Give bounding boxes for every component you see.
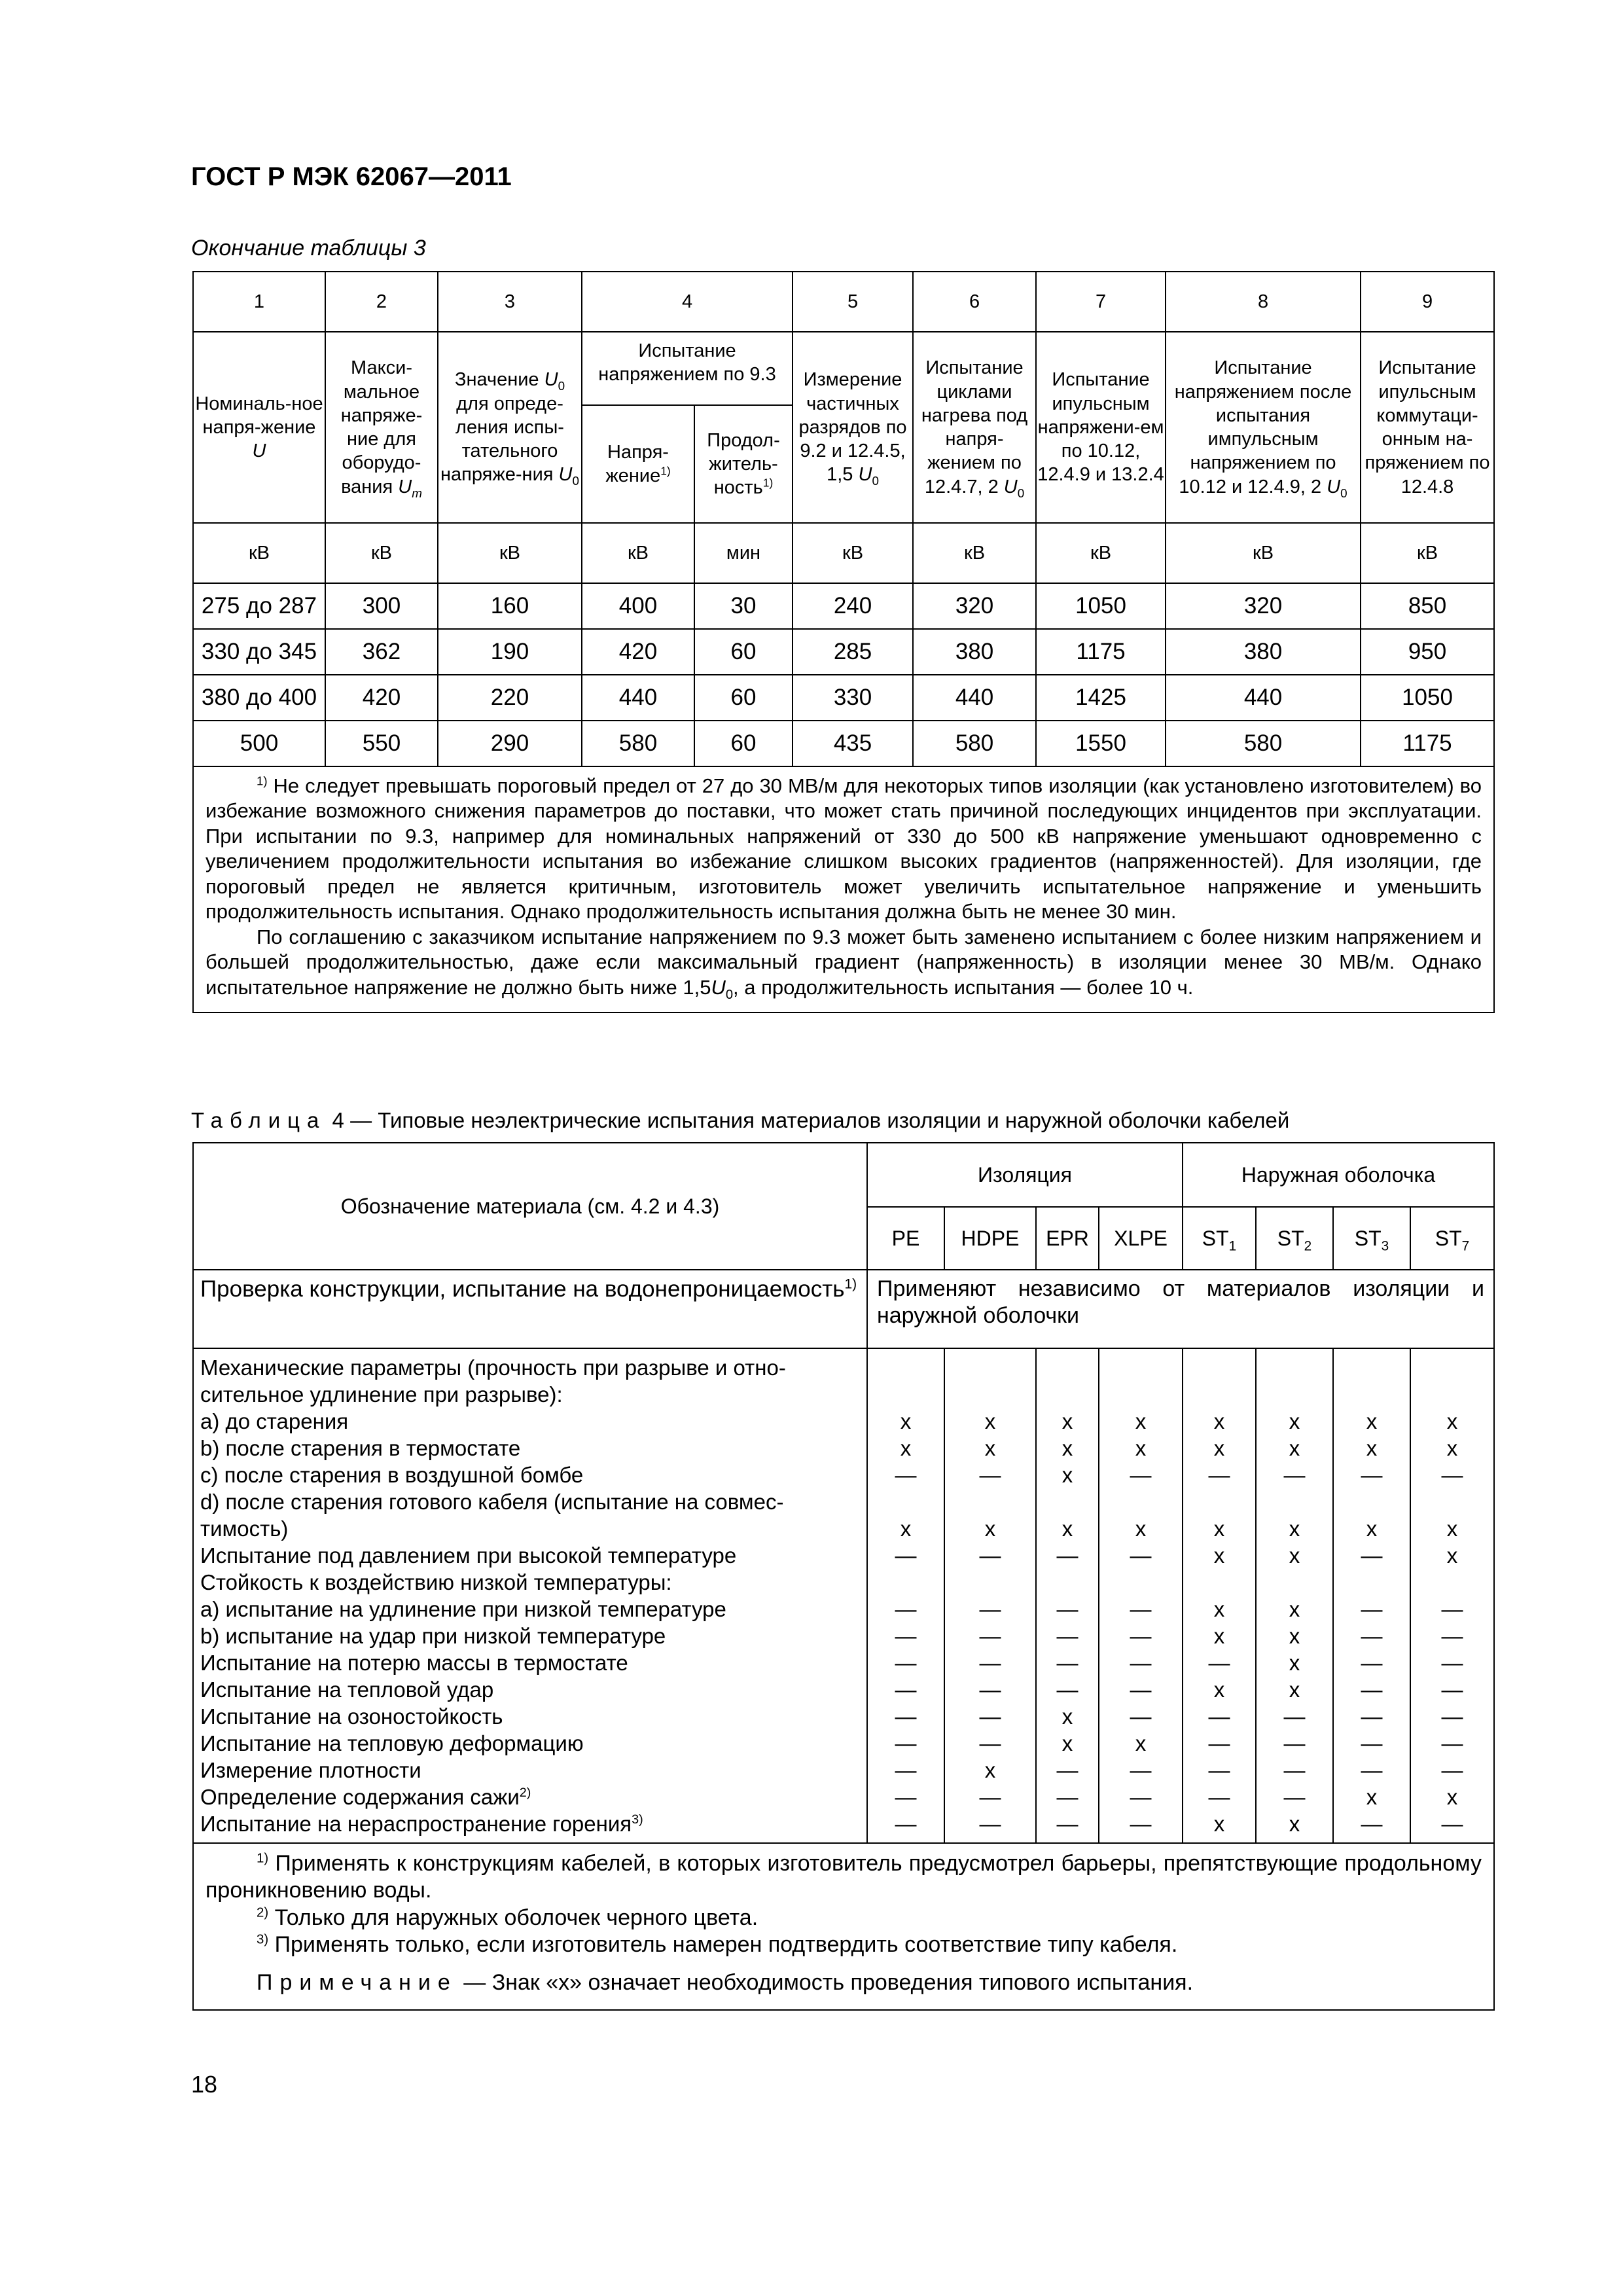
material-hdpe: HDPE [944, 1207, 1036, 1270]
test-mark [1099, 1569, 1182, 1596]
unit-cell: мин [694, 523, 793, 583]
col-number: 1 [193, 272, 325, 332]
test-mark [868, 1569, 944, 1596]
row-construction-check: Проверка конструкции, испытание на водонепроницаемость$^{1)}$ [193, 1270, 867, 1348]
test-mark: — [979, 1677, 1001, 1702]
table-cell: 580 [582, 721, 694, 766]
test-mark: — [895, 1677, 917, 1702]
test-mark: — [1441, 1463, 1463, 1487]
unit-cell: кВ [1361, 523, 1494, 583]
col-number: 4 [582, 272, 793, 332]
test-mark: — [1283, 1704, 1306, 1729]
test-label: сительное удлинение при разрыве): [200, 1382, 563, 1407]
test-mark: — [1441, 1624, 1463, 1648]
header-u0-value: Значение $U_0$ для опреде-ления испы-тательного напряже-ния $U_0$ [438, 332, 582, 523]
test-mark: — [895, 1463, 917, 1487]
material-st2: $ST_2$ [1256, 1207, 1333, 1270]
insulation-group-header: Изоляция [867, 1143, 1183, 1207]
test-mark: — [1056, 1597, 1079, 1621]
test-mark: — [1208, 1785, 1230, 1809]
test-mark [868, 1354, 944, 1381]
test-label: Механические параметры (прочность при разрыве и отно- [200, 1355, 786, 1380]
test-mark: — [1361, 1543, 1383, 1568]
test-mark: — [1283, 1463, 1306, 1487]
test-mark: — [1441, 1731, 1463, 1755]
unit-cell: кВ [1036, 523, 1166, 583]
page-number: 18 [191, 2071, 218, 2098]
test-mark: — [1441, 1677, 1463, 1702]
test-mark: — [979, 1651, 1001, 1675]
test-mark: x [1446, 1516, 1458, 1541]
test-mark: x [1135, 1436, 1147, 1460]
test-mark: — [1361, 1704, 1383, 1729]
table4-note: Примечание — Знак «х» означает необходимость проведения типового испытания. [257, 1969, 1194, 1995]
table-cell: 320 [1166, 583, 1361, 629]
mark-column-epr [1036, 1348, 1099, 1843]
test-mark [1334, 1354, 1410, 1381]
test-mark [1257, 1569, 1332, 1596]
test-mark: — [1441, 1812, 1463, 1836]
test-mark: — [1130, 1597, 1152, 1621]
col-number: 5 [793, 272, 913, 332]
mark-column-st3 [1333, 1348, 1410, 1843]
test-mark: — [1361, 1463, 1383, 1487]
test-label: b) после старения в термостате [200, 1436, 521, 1460]
mark-column-st2 [1256, 1348, 1333, 1843]
test-label: тимость) [200, 1516, 289, 1541]
test-mark [1037, 1488, 1098, 1515]
table-cell: 320 [913, 583, 1036, 629]
table-cell: 850 [1361, 583, 1494, 629]
test-mark [1183, 1488, 1255, 1515]
table4 [192, 1142, 1495, 2011]
test-mark: — [1056, 1812, 1079, 1836]
header-post-impulse-test: Испытание напряжением после испытания импульсным напряжением по 10.12 и 12.4.9, 2 $U_0$ [1166, 332, 1361, 523]
table-cell: 60 [694, 675, 793, 721]
test-mark: — [895, 1758, 917, 1782]
test-mark: x [1213, 1677, 1225, 1702]
test-mark [1257, 1381, 1332, 1408]
mark-column-st1 [1183, 1348, 1256, 1843]
table-cell: 950 [1361, 629, 1494, 675]
unit-cell: кВ [193, 523, 325, 583]
test-label: Измерение плотности [200, 1758, 421, 1782]
test-mark: — [1208, 1731, 1230, 1755]
test-mark [1257, 1488, 1332, 1515]
table-cell: 420 [325, 675, 438, 721]
test-mark: — [1130, 1677, 1152, 1702]
test-mark: — [895, 1731, 917, 1755]
unit-cell: кВ [438, 523, 582, 583]
test-mark: x [1446, 1543, 1458, 1568]
test-mark: — [1441, 1704, 1463, 1729]
unit-cell: кВ [582, 523, 694, 583]
header-test-duration: Продол-житель-ность$^{1)}$ [694, 405, 793, 523]
test-mark: — [1130, 1758, 1152, 1782]
header-partial-discharge: Измерение частичных разрядов по 9.2 и 12.4.5, 1,5 $U_0$ [793, 332, 913, 523]
test-mark: — [1208, 1651, 1230, 1675]
table-row [193, 721, 1494, 766]
footnote-2: $^{2)}$ Только для наружных оболочек черного цвета. [257, 1905, 758, 1930]
test-mark: x [1061, 1436, 1073, 1460]
test-label: Определение содержания сажи$^{2)}$ [200, 1785, 531, 1809]
test-mark: — [895, 1543, 917, 1568]
material-epr: EPR [1036, 1207, 1099, 1270]
test-mark: — [979, 1731, 1001, 1755]
table-row [193, 675, 1494, 721]
test-mark: — [895, 1651, 917, 1675]
test-mark: — [979, 1597, 1001, 1621]
test-mark [1037, 1569, 1098, 1596]
test-mark: — [1130, 1543, 1152, 1568]
test-label: Испытание на нераспространение горения$^{3)}$ [200, 1812, 643, 1836]
test-mark: — [895, 1624, 917, 1648]
test-mark: x [1366, 1516, 1378, 1541]
test-mark: x [1289, 1624, 1300, 1648]
test-mark: x [900, 1516, 912, 1541]
col-number: 6 [913, 272, 1036, 332]
test-mark: — [1130, 1651, 1152, 1675]
test-mark [1334, 1488, 1410, 1515]
col-number: 9 [1361, 272, 1494, 332]
test-mark: x [1289, 1516, 1300, 1541]
table-cell: 60 [694, 721, 793, 766]
test-mark: — [1361, 1624, 1383, 1648]
test-mark: — [895, 1704, 917, 1729]
test-mark: x [1213, 1436, 1225, 1460]
test-mark: x [984, 1758, 996, 1782]
header-switching-impulse: Испытание ипульсным коммутаци-онным на-пряжением по 12.4.8 [1361, 332, 1494, 523]
test-mark: — [1441, 1758, 1463, 1782]
test-mark: — [1056, 1785, 1079, 1809]
test-mark: — [895, 1812, 917, 1836]
header-nominal-voltage: Номиналь-ное напря-жение U [193, 332, 325, 523]
test-mark: x [1289, 1651, 1300, 1675]
test-mark: — [979, 1463, 1001, 1487]
units-row [193, 523, 1494, 583]
test-mark [868, 1381, 944, 1408]
material-xlpe: XLPE [1099, 1207, 1183, 1270]
test-mark [945, 1381, 1035, 1408]
table-cell: 550 [325, 721, 438, 766]
test-mark: — [1130, 1624, 1152, 1648]
test-mark: — [1208, 1704, 1230, 1729]
table-cell: 440 [913, 675, 1036, 721]
table-cell: 330 до 345 [193, 629, 325, 675]
test-label: Испытание под давлением при высокой температуре [200, 1543, 737, 1568]
unit-cell: кВ [793, 523, 913, 583]
table-cell: 362 [325, 629, 438, 675]
material-pe: PE [867, 1207, 944, 1270]
test-mark: — [1361, 1651, 1383, 1675]
test-mark: x [1061, 1463, 1073, 1487]
test-mark: — [1361, 1758, 1383, 1782]
test-mark: x [1366, 1436, 1378, 1460]
test-mark: x [984, 1516, 996, 1541]
test-label: Испытание на тепловую деформацию [200, 1731, 584, 1755]
test-mark: — [979, 1624, 1001, 1648]
test-mark: x [1366, 1409, 1378, 1433]
test-mark: — [1130, 1463, 1152, 1487]
table-cell: 220 [438, 675, 582, 721]
test-mark: — [1361, 1677, 1383, 1702]
table-cell: 400 [582, 583, 694, 629]
test-mark: — [979, 1543, 1001, 1568]
test-mark: x [1135, 1731, 1147, 1755]
test-mark: — [1056, 1758, 1079, 1782]
test-label: c) после старения в воздушной бомбе [200, 1463, 584, 1487]
test-mark: x [1061, 1409, 1073, 1433]
col-number: 2 [325, 272, 438, 332]
test-mark [1183, 1354, 1255, 1381]
test-mark: x [1213, 1597, 1225, 1621]
footnote-paragraph: По соглашению с заказчиком испытание напряжением по 9.3 может быть заменено испытанием с более низким напряжением и большей продолжительностью, даже если максимальный градиент (напряженность) в изоляции менее 30 МВ/м. Однако испытательное напряжение не должно быть ниже $1,5U_0$, а продолжительность испытания — более 10 ч. [205, 925, 1482, 1002]
test-label: b) испытание на удар при низкой температуре [200, 1624, 666, 1648]
unit-cell: кВ [1166, 523, 1361, 583]
test-mark [1037, 1381, 1098, 1408]
table-cell: 580 [1166, 721, 1361, 766]
test-mark: x [1061, 1704, 1073, 1729]
test-mark: x [1135, 1516, 1147, 1541]
test-mark: — [1361, 1597, 1383, 1621]
test-mark [945, 1354, 1035, 1381]
test-mark: x [1213, 1516, 1225, 1541]
test-label: d) после старения готового кабеля (испытание на совмес- [200, 1490, 784, 1514]
test-mark: x [1213, 1812, 1225, 1836]
test-mark: x [1366, 1785, 1378, 1809]
table-row [193, 583, 1494, 629]
table-cell: 380 [1166, 629, 1361, 675]
test-mark: — [1208, 1758, 1230, 1782]
test-list-row [193, 1348, 1494, 1843]
test-mark: x [900, 1409, 912, 1433]
test-label: Испытание на потерю массы в термостате [200, 1651, 628, 1675]
test-mark: x [1289, 1597, 1300, 1621]
material-designation-header: Обозначение материала (см. 4.2 и 4.3) [193, 1143, 867, 1270]
table-cell: 300 [325, 583, 438, 629]
test-mark: — [1441, 1597, 1463, 1621]
test-mark: — [1361, 1812, 1383, 1836]
footnote-1: $^{1)}$ Применять к конструкциям кабелей, в которых изготовитель предусмотрел барьеры, препятствующие продольному проникновению воды. [205, 1851, 1482, 1903]
column-number-row [193, 272, 1494, 332]
test-mark: — [895, 1597, 917, 1621]
test-mark: x [1213, 1543, 1225, 1568]
test-mark [1411, 1354, 1493, 1381]
test-mark: x [1289, 1677, 1300, 1702]
table-cell: 1050 [1036, 583, 1166, 629]
header-test-voltage: Напря-жение$^{1)}$ [582, 405, 694, 523]
test-mark [1099, 1354, 1182, 1381]
header-heating-cycle: Испытание циклами нагрева под напря-жением по 12.4.7, 2 $U_0$ [913, 332, 1036, 523]
test-mark: — [1441, 1651, 1463, 1675]
table-cell: 500 [193, 721, 325, 766]
test-mark: — [1130, 1704, 1152, 1729]
mark-column-xlpe [1099, 1348, 1183, 1843]
test-mark: — [979, 1704, 1001, 1729]
test-label: Стойкость к воздействию низкой температуры: [200, 1570, 672, 1594]
test-mark [1183, 1381, 1255, 1408]
table-cell: 1550 [1036, 721, 1166, 766]
table-cell: 60 [694, 629, 793, 675]
header-max-voltage: Макси-мальное напряже-ние для оборудо-вания $U_m$ [325, 332, 438, 523]
header-impulse-test: Испытание ипульсным напряжени-ем по 10.12, 12.4.9 и 13.2.4 [1036, 332, 1166, 523]
test-mark: x [984, 1436, 996, 1460]
test-mark [1099, 1488, 1182, 1515]
table-cell: 190 [438, 629, 582, 675]
test-mark: — [1130, 1812, 1152, 1836]
test-mark: — [979, 1812, 1001, 1836]
table-cell: 330 [793, 675, 913, 721]
test-label: а) испытание на удлинение при низкой температуре [200, 1597, 726, 1621]
table3-caption: Окончание таблицы 3 [191, 236, 426, 260]
test-mark: x [1446, 1409, 1458, 1433]
table-cell: 1425 [1036, 675, 1166, 721]
unit-cell: кВ [325, 523, 438, 583]
col-number: 7 [1036, 272, 1166, 332]
test-mark [1411, 1569, 1493, 1596]
material-st1: $ST_1$ [1183, 1207, 1256, 1270]
footnote-paragraph: $^{1)}$ Не следует превышать пороговый предел от 27 до 30 МВ/м для некоторых типов изоляции (как установлено изготовителем) во избежание возможного снижения параметров до поставки, что может стать причиной последующих инцидентов при эксплуатации. При испытании по 9.3, например для номинальных напряжений от 330 до 500 кВ напряжение уменьшают одновременно с увеличением продолжительности испытания во избежание слишком высоких градиентов (напряженностей). Для изоляции, где пороговый предел не является критичным, изготовитель может увеличить испытательное напряжение и уменьшить продолжительность испытания. Однако продолжительность испытания должна быть не менее 30 мин. [205, 774, 1482, 924]
table4-footnotes [193, 1843, 1494, 2010]
test-mark: — [1130, 1785, 1152, 1809]
table-cell: 290 [438, 721, 582, 766]
header-voltage-test-group: Испытание напряжением по 9.3 [582, 332, 793, 405]
test-mark: x [984, 1409, 996, 1433]
test-mark [868, 1488, 944, 1515]
table-cell: 420 [582, 629, 694, 675]
test-mark: — [1283, 1785, 1306, 1809]
table-cell: 240 [793, 583, 913, 629]
sheath-group-header: Наружная оболочка [1183, 1143, 1494, 1207]
table-cell: 275 до 287 [193, 583, 325, 629]
test-mark: x [1135, 1409, 1147, 1433]
test-mark [945, 1569, 1035, 1596]
test-mark [1257, 1354, 1332, 1381]
test-mark: — [979, 1785, 1001, 1809]
test-mark: x [900, 1436, 912, 1460]
material-st3: $ST_3$ [1333, 1207, 1410, 1270]
test-mark [1411, 1381, 1493, 1408]
table-cell: 1175 [1036, 629, 1166, 675]
table-cell: 285 [793, 629, 913, 675]
table-cell: 380 [913, 629, 1036, 675]
test-mark [1334, 1569, 1410, 1596]
col-number: 3 [438, 272, 582, 332]
test-mark: x [1446, 1785, 1458, 1809]
unit-cell: кВ [913, 523, 1036, 583]
test-mark: x [1213, 1409, 1225, 1433]
test-mark: x [1061, 1731, 1073, 1755]
test-label: Испытание на озоностойкость [200, 1704, 503, 1729]
table3-footnote [193, 766, 1494, 1013]
test-label: Испытание на тепловой удар [200, 1677, 494, 1702]
table-cell: 440 [1166, 675, 1361, 721]
test-mark: x [1213, 1624, 1225, 1648]
test-mark: x [1061, 1516, 1073, 1541]
mark-column-hdpe [944, 1348, 1036, 1843]
table3 [192, 271, 1495, 1013]
test-mark [945, 1488, 1035, 1515]
table-row [193, 629, 1494, 675]
table4-caption: Таблица 4 — Типовые неэлектрические испытания материалов изоляции и наружной оболочки кабелей [191, 1108, 1290, 1132]
test-mark: x [1289, 1409, 1300, 1433]
table-cell: 580 [913, 721, 1036, 766]
test-list-labels [193, 1348, 867, 1843]
test-mark: x [1446, 1436, 1458, 1460]
test-mark: — [1056, 1677, 1079, 1702]
test-mark: x [1289, 1812, 1300, 1836]
mark-column-pe [867, 1348, 944, 1843]
test-mark: — [1056, 1624, 1079, 1648]
test-mark [1183, 1569, 1255, 1596]
test-mark [1099, 1381, 1182, 1408]
material-st7: $ST_7$ [1410, 1207, 1494, 1270]
test-mark: — [1208, 1463, 1230, 1487]
footnote-3: $^{3)}$ Применять только, если изготовитель намерен подтвердить соответствие типу кабеля. [257, 1932, 1178, 1958]
test-mark: x [1289, 1543, 1300, 1568]
test-mark: — [1283, 1758, 1306, 1782]
document-header: ГОСТ Р МЭК 62067—2011 [191, 162, 512, 191]
test-mark: — [1056, 1651, 1079, 1675]
test-mark [1334, 1381, 1410, 1408]
applies-regardless-cell: Применяют независимо от материалов изоляции и наружной оболочки [867, 1270, 1494, 1348]
test-mark: — [1283, 1731, 1306, 1755]
table-cell: 440 [582, 675, 694, 721]
test-mark: — [1361, 1731, 1383, 1755]
table-cell: 435 [793, 721, 913, 766]
col-number: 8 [1166, 272, 1361, 332]
mark-column-st7 [1410, 1348, 1494, 1843]
table-cell: 30 [694, 583, 793, 629]
table-cell: 1050 [1361, 675, 1494, 721]
table-cell: 160 [438, 583, 582, 629]
table-cell: 1175 [1361, 721, 1494, 766]
test-mark: — [1056, 1543, 1079, 1568]
table-cell: 380 до 400 [193, 675, 325, 721]
test-mark: — [895, 1785, 917, 1809]
test-mark [1411, 1488, 1493, 1515]
test-mark: x [1289, 1436, 1300, 1460]
test-label: а) до старения [200, 1409, 349, 1433]
test-mark [1037, 1354, 1098, 1381]
